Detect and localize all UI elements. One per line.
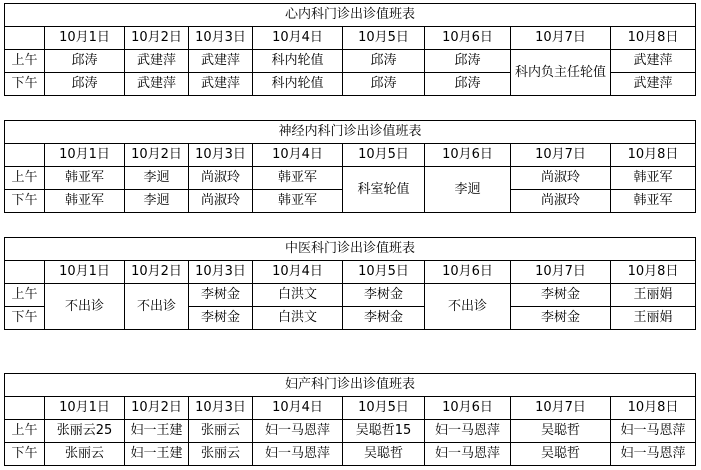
table-title: 心内科门诊出诊值班表 <box>5 4 696 27</box>
row-label-pm: 下午 <box>5 190 45 213</box>
schedule-cell: 王丽娟 <box>611 307 696 330</box>
schedule-cell: 韩亚军 <box>253 167 343 190</box>
am-row <box>5 167 696 190</box>
schedule-cell: 张丽云25 <box>45 420 125 443</box>
schedule-cell: 李迥 <box>125 190 189 213</box>
table-title: 妇产科门诊出诊值班表 <box>5 374 696 397</box>
am-row <box>5 284 696 307</box>
date-header: 10月4日 <box>253 27 343 50</box>
schedule-cell: 李迥 <box>125 167 189 190</box>
date-header: 10月7日 <box>511 27 611 50</box>
date-header: 10月2日 <box>125 144 189 167</box>
schedule-cell: 韩亚军 <box>253 190 343 213</box>
schedule-cell: 李树金 <box>511 307 611 330</box>
date-header: 10月7日 <box>511 144 611 167</box>
schedule-cell: 妇一马恩萍 <box>611 443 696 466</box>
schedule-cell-merged: 李迥 <box>425 167 511 213</box>
schedule-cell: 吴聪哲 <box>511 420 611 443</box>
schedule-cell: 李树金 <box>343 307 425 330</box>
schedule-cell: 尚淑玲 <box>511 167 611 190</box>
schedule-cell: 妇一马恩萍 <box>253 443 343 466</box>
date-header: 10月7日 <box>511 261 611 284</box>
schedule-cell: 白洪文 <box>253 307 343 330</box>
schedule-cell: 妇一王建 <box>125 443 189 466</box>
row-label-pm: 下午 <box>5 73 45 96</box>
schedule-cell: 邱涛 <box>343 50 425 73</box>
date-header: 10月1日 <box>45 261 125 284</box>
schedule-cell: 妇一马恩萍 <box>611 420 696 443</box>
date-header: 10月8日 <box>611 144 696 167</box>
schedule-cell: 妇一马恩萍 <box>425 420 511 443</box>
schedule-cell-merged: 不出诊 <box>425 284 511 330</box>
am-row <box>5 420 696 443</box>
date-header: 10月2日 <box>125 27 189 50</box>
row-label-am: 上午 <box>5 50 45 73</box>
date-header: 10月1日 <box>45 397 125 420</box>
row-label-am: 上午 <box>5 420 45 443</box>
date-header: 10月6日 <box>425 144 511 167</box>
row-label-pm: 下午 <box>5 443 45 466</box>
schedule-cell: 李树金 <box>343 284 425 307</box>
schedule-cell: 吴聪哲 <box>511 443 611 466</box>
schedule-cell: 李树金 <box>189 284 253 307</box>
corner-cell <box>5 397 45 420</box>
date-header: 10月8日 <box>611 397 696 420</box>
date-header: 10月5日 <box>343 261 425 284</box>
schedule-cell: 科内轮值 <box>253 73 343 96</box>
schedule-cell-merged: 不出诊 <box>125 284 189 330</box>
schedule-cell: 张丽云 <box>189 420 253 443</box>
schedule-cell: 韩亚军 <box>611 190 696 213</box>
schedule-cell: 张丽云 <box>189 443 253 466</box>
schedule-cell: 邱涛 <box>45 50 125 73</box>
schedule-cell: 吴聪哲 <box>343 443 425 466</box>
row-label-pm: 下午 <box>5 307 45 330</box>
date-header: 10月3日 <box>189 27 253 50</box>
cardiology-schedule-table <box>4 3 696 96</box>
schedule-cell-merged: 科内负主任轮值 <box>511 50 611 96</box>
date-header: 10月6日 <box>425 27 511 50</box>
schedule-cell: 尚淑玲 <box>189 167 253 190</box>
schedule-cell: 尚淑玲 <box>189 190 253 213</box>
schedule-cell: 邱涛 <box>45 73 125 96</box>
schedule-cell: 妇一王建 <box>125 420 189 443</box>
date-header: 10月3日 <box>189 261 253 284</box>
pm-row <box>5 443 696 466</box>
schedule-cell-merged: 科室轮值 <box>343 167 425 213</box>
date-header: 10月5日 <box>343 27 425 50</box>
schedule-cell: 科内轮值 <box>253 50 343 73</box>
date-header: 10月4日 <box>253 397 343 420</box>
schedule-cell: 张丽云 <box>45 443 125 466</box>
corner-cell <box>5 261 45 284</box>
schedule-cell: 邱涛 <box>425 50 511 73</box>
schedule-cell-merged: 不出诊 <box>45 284 125 330</box>
tcm-schedule-table <box>4 237 696 330</box>
date-header: 10月5日 <box>343 144 425 167</box>
schedule-cell: 武建萍 <box>189 73 253 96</box>
schedule-cell: 白洪文 <box>253 284 343 307</box>
schedule-cell: 吴聪哲15 <box>343 420 425 443</box>
neurology-schedule-table <box>4 120 696 213</box>
table-title: 中医科门诊出诊值班表 <box>5 238 696 261</box>
schedule-cell: 尚淑玲 <box>511 190 611 213</box>
schedule-cell: 李树金 <box>189 307 253 330</box>
date-header: 10月6日 <box>425 261 511 284</box>
schedule-cell: 韩亚军 <box>45 190 125 213</box>
date-header: 10月4日 <box>253 144 343 167</box>
schedule-cell: 妇一马恩萍 <box>425 443 511 466</box>
schedule-cell: 武建萍 <box>125 50 189 73</box>
schedule-cell: 武建萍 <box>611 50 696 73</box>
date-header: 10月6日 <box>425 397 511 420</box>
date-header-row <box>5 261 696 284</box>
row-label-am: 上午 <box>5 284 45 307</box>
date-header-row <box>5 397 696 420</box>
date-header: 10月4日 <box>253 261 343 284</box>
date-header: 10月2日 <box>125 397 189 420</box>
date-header: 10月8日 <box>611 27 696 50</box>
date-header: 10月3日 <box>189 144 253 167</box>
date-header: 10月2日 <box>125 261 189 284</box>
date-header-row <box>5 144 696 167</box>
date-header: 10月8日 <box>611 261 696 284</box>
schedule-cell: 武建萍 <box>189 50 253 73</box>
corner-cell <box>5 144 45 167</box>
schedule-cell: 武建萍 <box>125 73 189 96</box>
schedule-cell: 王丽娟 <box>611 284 696 307</box>
date-header: 10月5日 <box>343 397 425 420</box>
schedule-cell: 武建萍 <box>611 73 696 96</box>
obgyn-schedule-table <box>4 373 696 466</box>
date-header: 10月1日 <box>45 144 125 167</box>
date-header: 10月7日 <box>511 397 611 420</box>
schedule-cell: 李树金 <box>511 284 611 307</box>
schedule-cell: 邱涛 <box>425 73 511 96</box>
am-row <box>5 50 696 73</box>
date-header: 10月3日 <box>189 397 253 420</box>
table-title: 神经内科门诊出诊值班表 <box>5 121 696 144</box>
schedule-cell: 妇一马恩萍 <box>253 420 343 443</box>
date-header-row <box>5 27 696 50</box>
schedule-cell: 韩亚军 <box>611 167 696 190</box>
date-header: 10月1日 <box>45 27 125 50</box>
row-label-am: 上午 <box>5 167 45 190</box>
corner-cell <box>5 27 45 50</box>
schedule-cell: 邱涛 <box>343 73 425 96</box>
schedule-cell: 韩亚军 <box>45 167 125 190</box>
